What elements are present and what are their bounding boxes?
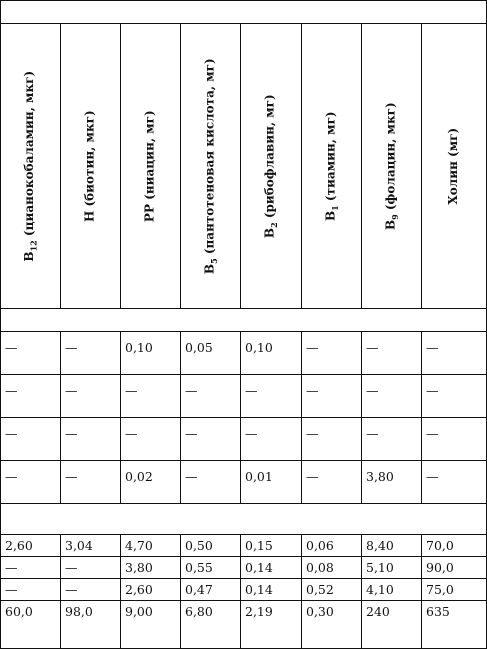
table-cell: — bbox=[240, 417, 301, 460]
table-cell: 70,0 bbox=[421, 534, 487, 556]
column-header bbox=[421, 23, 487, 308]
table-cell: 0,10 bbox=[240, 331, 301, 374]
table-cell: — bbox=[0, 331, 60, 374]
table-cell: — bbox=[60, 417, 120, 460]
header-rest: Холин (мг) bbox=[445, 127, 460, 205]
header-rest: (ниацин, мг) bbox=[142, 110, 157, 204]
table-cell: 8,40 bbox=[361, 534, 421, 556]
table-cell: 0,10 bbox=[120, 331, 180, 374]
table-cell: — bbox=[301, 460, 361, 503]
header-subscript: 9 bbox=[389, 214, 400, 220]
table-separator-row bbox=[0, 503, 487, 534]
header-subscript: 1 bbox=[329, 205, 340, 211]
column-header bbox=[60, 23, 120, 308]
table-cell: — bbox=[0, 417, 60, 460]
table-cell: — bbox=[60, 460, 120, 503]
header-letter: В bbox=[202, 263, 217, 274]
header-letter: B bbox=[22, 251, 37, 262]
table-cell: — bbox=[180, 417, 240, 460]
column-header bbox=[120, 23, 180, 308]
column-header bbox=[301, 23, 361, 308]
table-cell: 0,47 bbox=[180, 578, 240, 600]
table-cell: 98,0 bbox=[60, 600, 120, 649]
table-cell: — bbox=[0, 374, 60, 417]
column-header bbox=[0, 23, 60, 308]
table-cell: — bbox=[120, 417, 180, 460]
table-top-blank-row bbox=[0, 0, 487, 23]
header-rest: (биотин, мкг) bbox=[82, 110, 97, 211]
header-letter: В bbox=[262, 227, 277, 238]
table-cell: 0,02 bbox=[120, 460, 180, 503]
table-cell: 4,10 bbox=[361, 578, 421, 600]
header-rest: (тиамин, мг) bbox=[323, 111, 338, 206]
header-letter: Н bbox=[82, 210, 97, 222]
table-cell: 3,80 bbox=[361, 460, 421, 503]
header-subscript: 12 bbox=[28, 240, 39, 252]
column-header-label bbox=[446, 128, 462, 205]
table-cell: 2,19 bbox=[240, 600, 301, 649]
header-subscript: 5 bbox=[208, 258, 219, 264]
table-cell: — bbox=[180, 460, 240, 503]
header-letter: В bbox=[323, 210, 338, 221]
table-cell: — bbox=[361, 331, 421, 374]
table-cell: — bbox=[0, 578, 60, 600]
table-cell: 75,0 bbox=[421, 578, 487, 600]
table-cell: — bbox=[60, 331, 120, 374]
header-rest: (пантотеновая кислота, мг) bbox=[202, 58, 217, 259]
table-cell: — bbox=[421, 374, 487, 417]
table-cell: — bbox=[120, 374, 180, 417]
table-cell: — bbox=[0, 460, 60, 503]
table-cell: — bbox=[301, 417, 361, 460]
table-cell: 60,0 bbox=[0, 600, 60, 649]
column-header-label bbox=[22, 71, 38, 262]
column-header bbox=[240, 23, 301, 308]
table-cell: — bbox=[421, 331, 487, 374]
header-rest: (рибофлавин, мг) bbox=[262, 94, 277, 223]
column-header-label bbox=[142, 110, 158, 222]
table-cell: 0,15 bbox=[240, 534, 301, 556]
table-cell: — bbox=[60, 578, 120, 600]
table-cell: 0,14 bbox=[240, 556, 301, 578]
table-cell: 5,10 bbox=[361, 556, 421, 578]
column-header-label bbox=[202, 58, 218, 274]
table-cell: — bbox=[421, 417, 487, 460]
column-header bbox=[180, 23, 240, 308]
table-cell: 0,05 bbox=[180, 331, 240, 374]
table-cell: 0,50 bbox=[180, 534, 240, 556]
table-cell: — bbox=[180, 374, 240, 417]
table-cell: 9,00 bbox=[120, 600, 180, 649]
header-subscript: 2 bbox=[269, 222, 280, 228]
table-cell: — bbox=[301, 331, 361, 374]
table-cell: — bbox=[60, 556, 120, 578]
table-cell: 0,14 bbox=[240, 578, 301, 600]
column-header-label bbox=[383, 102, 399, 230]
header-rest: (цианокобаламин, мкг) bbox=[22, 70, 37, 241]
table-cell: — bbox=[361, 417, 421, 460]
table-cell: 0,08 bbox=[301, 556, 361, 578]
table-cell: 6,80 bbox=[180, 600, 240, 649]
header-letter: В bbox=[383, 219, 398, 230]
table-cell: — bbox=[361, 374, 421, 417]
table-cell: 2,60 bbox=[120, 578, 180, 600]
column-header-label bbox=[323, 111, 339, 221]
table-cell: — bbox=[301, 374, 361, 417]
table-cell: — bbox=[60, 374, 120, 417]
header-letter: РР bbox=[142, 203, 157, 222]
table-cell: 0,52 bbox=[301, 578, 361, 600]
table-cell: 0,01 bbox=[240, 460, 301, 503]
table-cell: 0,06 bbox=[301, 534, 361, 556]
header-rest: (фолацин, мкг) bbox=[383, 102, 398, 215]
table-cell: 635 bbox=[421, 600, 487, 649]
table-cell: — bbox=[421, 460, 487, 503]
table-cell: 0,55 bbox=[180, 556, 240, 578]
table-cell: 4,70 bbox=[120, 534, 180, 556]
column-header bbox=[361, 23, 421, 308]
column-header-label bbox=[82, 110, 98, 222]
table-cell: 0,30 bbox=[301, 600, 361, 649]
table-cell: 3,80 bbox=[120, 556, 180, 578]
table-cell: 3,04 bbox=[60, 534, 120, 556]
table-cell: 240 bbox=[361, 600, 421, 649]
table-separator-row bbox=[0, 308, 487, 331]
table-cell: — bbox=[240, 374, 301, 417]
table-cell: — bbox=[0, 556, 60, 578]
table-cell: 90,0 bbox=[421, 556, 487, 578]
table-cell: 2,60 bbox=[0, 534, 60, 556]
column-header-label bbox=[263, 94, 279, 238]
